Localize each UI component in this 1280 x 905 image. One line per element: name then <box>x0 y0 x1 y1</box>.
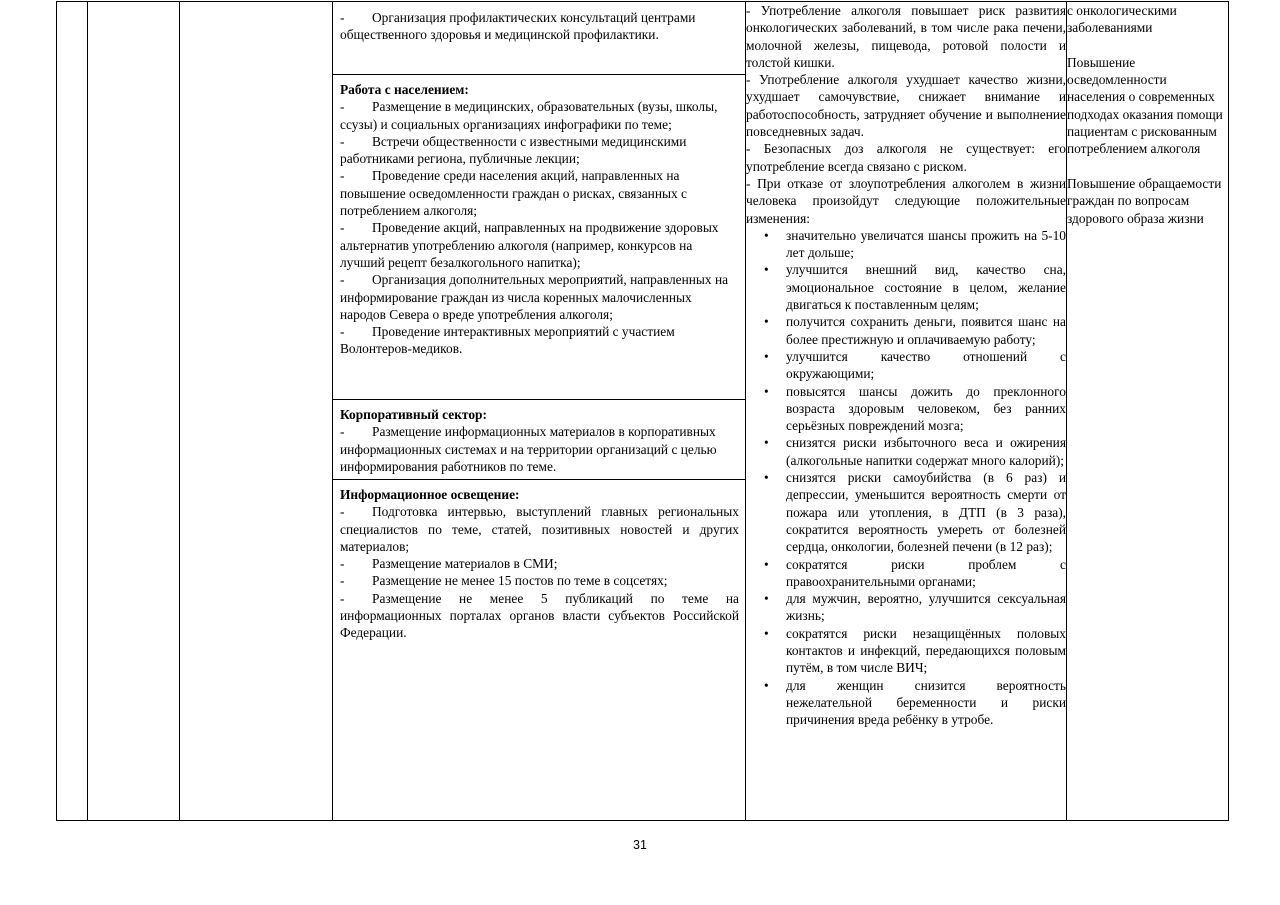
list-item: - Проведение интерактивных мероприятий с участием Волонтеров-медиков. <box>340 324 675 357</box>
list-item: • значительно увеличатся шансы прожить на 5-10 лет дольше; <box>786 227 1066 262</box>
list-item: • улучшится внешний вид, качество сна, эмоциональное состояние в целом, желание двигаться к поставленным целям; <box>786 261 1066 313</box>
expected-results-cell <box>1067 2 1229 821</box>
list-item: • снизятся риски самоубийства (в 6 раз) и депрессии, уменьшится вероятность смерти от пожара или утопления, в ДТП (в 3 раза), сократится вероятность умереть от болезней сердца, онкологии, болезней печени (в 12 раз); <box>786 469 1066 555</box>
key-messages-cell <box>746 2 1067 821</box>
table-row <box>57 2 1229 821</box>
list-item: • повысятся шансы дожить до преклонного возраста здоровым человеком, без ранних серьёзных повреждений мозга; <box>786 383 1066 435</box>
activities-cell <box>333 2 746 821</box>
list-item: - Подготовка интервью, выступлений главных региональных специалистов по теме, статей, позитивных новостей и других материалов; <box>340 504 739 554</box>
block-title: Информационное освещение: <box>340 487 520 502</box>
population-block <box>333 75 745 400</box>
page-number: 31 <box>633 838 647 852</box>
empty-cell <box>88 2 180 821</box>
message-paragraph: - Употребление алкоголя повышает риск развития онкологических заболеваний, в том числе рака печени, молочной железы, пищевода, ротовой полости и толстой кишки. <box>746 3 1066 70</box>
list-item: - Размещение не менее 15 постов по теме в соцсетях; <box>340 573 668 589</box>
result-paragraph: с онкологическими заболеваниями <box>1067 3 1177 36</box>
list-item: • для мужчин, вероятно, улучшится сексуальная жизнь; <box>786 590 1066 625</box>
corporate-block <box>333 400 745 480</box>
empty-cell <box>57 2 88 821</box>
consultations-text: Организация профилактических консультаций центрами общественного здоровья и медицинской профилактики. <box>340 10 696 43</box>
result-paragraph: Повышение обращаемости граждан по вопросам здорового образа жизни <box>1067 175 1222 226</box>
list-item: - Размещение материалов в СМИ; <box>340 556 558 572</box>
block-title: Работа с населением: <box>340 82 469 97</box>
list-item: • для женщин снизится вероятность нежелательной беременности и риски причинения вреда ребёнку в утробе. <box>786 677 1066 729</box>
message-paragraph: - При отказе от злоупотребления алкоголем в жизни человека произойдут следующие положительные изменения: <box>746 175 1066 226</box>
list-item: - Проведение акций, направленных на продвижение здоровых альтернатив употреблению алкоголя (например, конкурсов на лучший рецепт безалкогольного напитка); <box>340 220 719 270</box>
list-item: • сократятся риски незащищённых половых контактов и инфекций, передающихся половым путём, в том числе ВИЧ; <box>786 625 1066 677</box>
message-paragraph: - Безопасных доз алкоголя не существует: его употребление всегда связано с риском. <box>746 141 1066 174</box>
list-item: • снизятся риски избыточного веса и ожирения (алкогольные напитки содержат много калорий); <box>786 434 1066 469</box>
list-item: - Проведение среди населения акций, направленных на повышение осведомленности граждан о рисках, связанных с потреблением алкоголя; <box>340 168 687 219</box>
list-item: - Размещение в медицинских, образовательных (вузы, школы, ссузы) и социальных организациях инфографики по теме; <box>340 99 718 132</box>
list-item: • улучшится качество отношений с окружающими; <box>786 348 1066 383</box>
list-item: • получится сохранить деньги, появится шанс на более престижную и оплачиваемую работу; <box>786 313 1066 348</box>
measures-table <box>56 1 1229 821</box>
result-paragraph: Повышение осведомленности населения о современных подходах оказания помощи пациентам с рискованным потреблением алкоголя <box>1067 54 1223 157</box>
block-title: Корпоративный сектор: <box>340 407 487 422</box>
list-item: - Организация дополнительных мероприятий, направленных на информирование граждан из числа коренных малочисленных народов Севера о вреде употребления алкоголя; <box>340 272 729 322</box>
empty-cell <box>180 2 333 821</box>
media-block <box>333 480 745 820</box>
list-item: - Размещение не менее 5 публикаций по теме на информационных порталах органов власти субъектов Российской Федерации. <box>340 590 739 641</box>
list-item: • сократятся риски проблем с правоохранительными органами; <box>786 556 1066 591</box>
benefits-list <box>746 227 1066 729</box>
list-item: - Встречи общественности с известными медицинскими работниками региона, публичные лекции; <box>340 133 687 167</box>
consultations-block: - Организация профилактических консультаций центрами общественного здоровья и медицинской профилактики. <box>333 2 745 75</box>
message-paragraph: - Употребление алкоголя ухудшает качество жизни, ухудшает самочувствие, снижает внимание и работоспособность, затрудняет обучение и выполнение повседневных задач. <box>746 72 1066 140</box>
list-item: - Размещение информационных материалов в корпоративных информационных системах и на территории организаций с целью информирования работников по теме. <box>340 424 717 474</box>
